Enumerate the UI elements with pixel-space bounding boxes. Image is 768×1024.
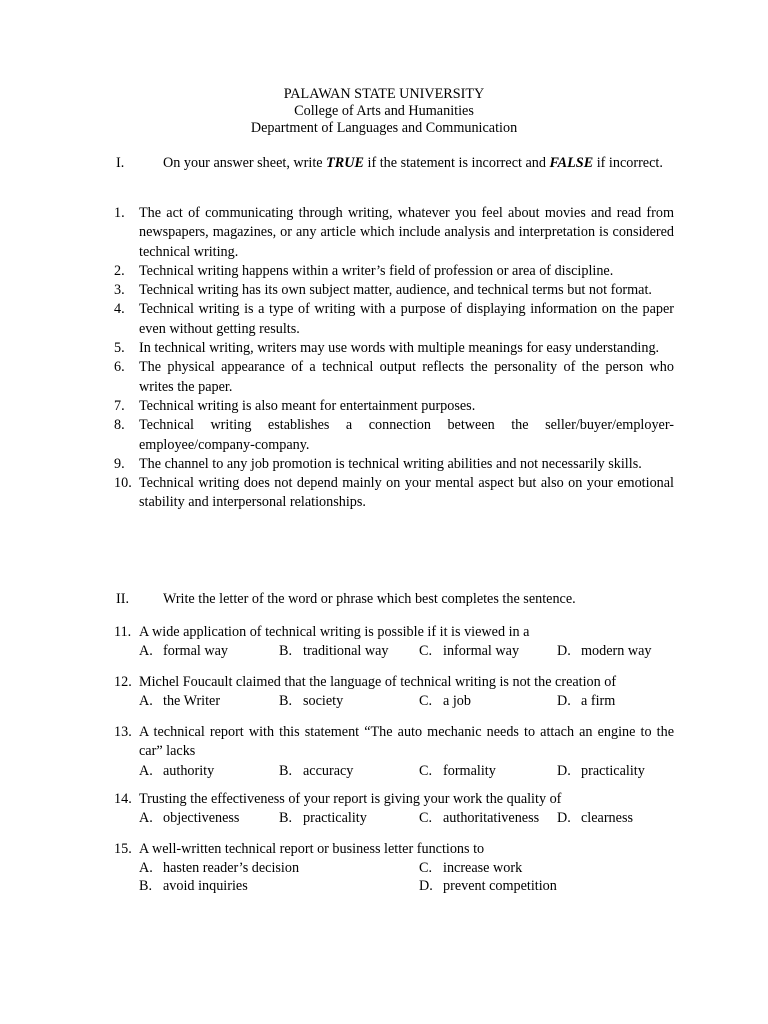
choice-row [139, 692, 674, 710]
list-item [114, 281, 674, 300]
item-number: 2. [114, 262, 125, 279]
choice-c: C. a job [419, 693, 471, 710]
question-text: A technical report with this statement “The auto mechanic needs to attach an engine to the car” lacks [139, 724, 674, 760]
true-false-list [114, 204, 674, 513]
question-stem [114, 840, 674, 859]
choice-row [139, 642, 674, 660]
item-text: Technical writing has its own subject matter, audience, and technical terms but not format. [139, 282, 652, 299]
choice-a: A. objectiveness [139, 810, 240, 827]
question-stem [114, 623, 674, 642]
item-number: 6. [114, 359, 125, 376]
item-number: 5. [114, 340, 125, 357]
question-text: A well-written technical report or business letter functions to [139, 841, 485, 857]
choice-b: B. practicality [279, 810, 367, 827]
list-item [114, 262, 674, 281]
part1-instruction-text [163, 154, 676, 173]
choice-c: C. informal way [419, 643, 520, 660]
university-name: PALAWAN STATE UNIVERSITY [283, 86, 485, 102]
choice-b: B. accuracy [279, 762, 354, 779]
list-item [114, 474, 674, 513]
question-13 [114, 723, 674, 780]
list-item [114, 204, 674, 262]
choice-d: D. prevent competition [419, 878, 557, 895]
question-number: 15. [114, 841, 132, 857]
choice-row [139, 859, 674, 877]
question-stem [114, 790, 674, 809]
choice-a: A. formal way [139, 643, 229, 660]
item-text: Technical writing is also meant for entertainment purposes. [139, 397, 476, 414]
item-text: The physical appearance of a technical output reflects the personality of the person who writes the paper. [139, 359, 674, 395]
instr-text-c: if incorrect. [593, 155, 663, 171]
question-number: 11. [114, 624, 132, 640]
question-14 [114, 790, 674, 827]
part2-instruction [116, 590, 676, 609]
list-item [114, 416, 674, 455]
instr-text-a: On your answer sheet, write [163, 155, 327, 171]
item-text: The act of communicating through writing, whatever you feel about movies and read from newspapers, magazines, or any article which include analysis and interpretation is considered technical writing. [139, 205, 674, 260]
item-text: In technical writing, writers may use words with multiple meanings for easy understanding. [139, 340, 660, 357]
part2-instruction-text: Write the letter of the word or phrase which best completes the sentence. [163, 591, 576, 607]
part1-numeral: I. [116, 155, 125, 171]
question-text: Trusting the effectiveness of your report is giving your work the quality of [139, 791, 562, 807]
item-text: Technical writing is a type of writing with a purpose of displaying information on the paper even without getting results. [139, 301, 674, 337]
question-text: A wide application of technical writing is possible if it is viewed in a [139, 624, 530, 640]
question-11 [114, 623, 674, 660]
question-number: 12. [114, 674, 132, 690]
choice-a: A. authority [139, 762, 215, 779]
item-text: The channel to any job promotion is technical writing abilities and not necessarily skills. [139, 455, 642, 472]
true-keyword: TRUE [326, 155, 364, 171]
choice-a: A. the Writer [139, 693, 221, 710]
item-text: Technical writing establishes a connection between the seller/buyer/employer-employee/company-company. [139, 417, 674, 453]
item-number: 1. [114, 205, 125, 221]
choice-row [139, 809, 674, 827]
item-text: Technical writing happens within a writer’s field of profession or area of discipline. [139, 262, 614, 279]
item-text: Technical writing does not depend mainly on your mental aspect but also on your emotional stability and interpersonal relationships. [139, 475, 674, 511]
part1-instruction [116, 154, 676, 173]
question-stem [114, 723, 674, 762]
choice-c: C. formality [419, 762, 496, 779]
choice-d: D. modern way [557, 643, 652, 660]
question-12 [114, 673, 674, 710]
document-header [0, 86, 768, 137]
question-number: 14. [114, 791, 132, 807]
choice-c: C. authoritativeness [419, 810, 540, 827]
item-number: 4. [114, 301, 125, 318]
item-number: 7. [114, 397, 125, 414]
list-item [114, 339, 674, 358]
question-text: Michel Foucault claimed that the language of technical writing is not the creation of [139, 674, 617, 690]
false-keyword: FALSE [549, 155, 594, 171]
choice-d: D. a firm [557, 693, 616, 710]
item-number: 3. [114, 282, 125, 299]
college-name: College of Arts and Humanities [294, 103, 474, 119]
item-number: 8. [114, 417, 125, 434]
list-item [114, 300, 674, 339]
choice-c: C. increase work [419, 860, 523, 877]
choice-row [139, 762, 674, 780]
department-name: Department of Languages and Communication [250, 120, 518, 136]
choice-a: A. hasten reader’s decision [139, 860, 300, 877]
list-item [114, 455, 674, 474]
question-stem [114, 673, 674, 692]
choice-b: B. traditional way [279, 643, 389, 660]
question-15 [114, 840, 674, 895]
question-number: 13. [114, 724, 132, 740]
part2-numeral: II. [116, 591, 129, 607]
choice-d: D. practicality [557, 762, 645, 779]
choice-b: B. society [279, 693, 344, 710]
item-number: 9. [114, 455, 125, 472]
choice-b: B. avoid inquiries [139, 878, 248, 895]
item-number: 10. [114, 475, 132, 492]
choice-d: D. clearness [557, 810, 633, 827]
choice-row [139, 877, 674, 895]
list-item [114, 358, 674, 397]
instr-text-b: if the statement is incorrect and [363, 155, 550, 171]
list-item [114, 397, 674, 416]
